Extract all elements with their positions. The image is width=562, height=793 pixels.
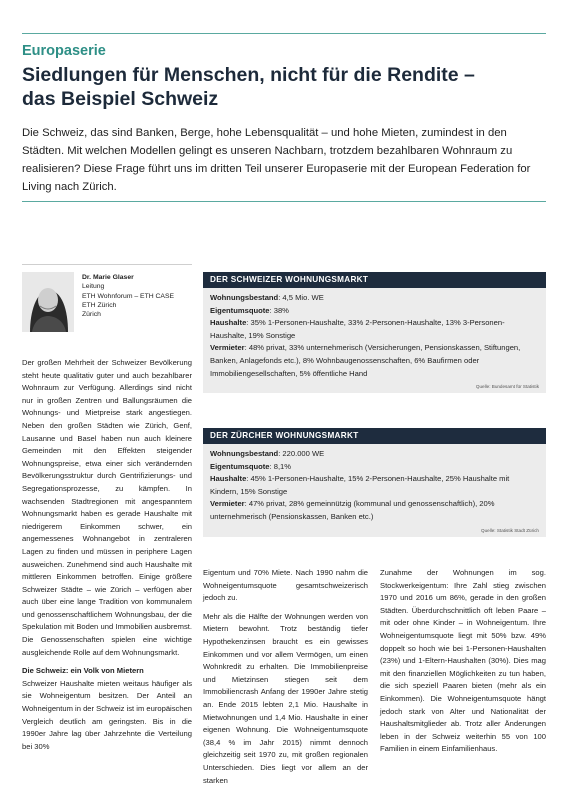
fact-label: Haushalte <box>210 474 247 484</box>
info-box-swiss-market <box>203 272 546 393</box>
paragraph: Schweizer Haushalte mieten weitaus häufiger als sie Wohneigentum besitzen. Der Anteil an Wohneigentum in der Schweiz ist im europäischen Vergleich deutlich am geringsten. Bis in die 1990er Jahre lag über Jahrzehnte die Verteilung bei 30% <box>22 678 192 751</box>
author-role: Leitung <box>82 283 105 291</box>
fact-label: Wohnungsbestand <box>210 293 279 302</box>
series-kicker: Europaserie <box>22 43 106 59</box>
paragraph: Zunahme der Wohnungen im sog. Stockwerkeigentum: Ihre Zahl stieg zwischen 1970 und 2016 um 86%, gerade in den großen Städten. Überdurchschnittlich oft leben Paare – mit oder ohne Kinder – in Wohneigentum. Ihre Wohneigentumsquote liegt mit 50% bzw. 49% doppelt so hoch wie bei 1-Personen-Haushalten (23%) und 1-Eltern-Haushalten (30%). Dies mag mit den finanziellen Möglichkeiten zu tun haben, die sich speziell Paaren bieten (mehr als ein Einkommen). Die Wohneigentumsquote hängt jedoch stark von Alter und Nationalität der Haushaltsmitglieder ab. Trotz aller Änderungen leben in der Schweiz weiterhin 55 von 100 Familien in einem Einfamilienhaus. <box>380 568 546 754</box>
body-column-1 <box>22 357 192 759</box>
article-lead: Die Schweiz, das sind Banken, Berge, hohe Lebensqualität – und hohe Mieten, zumindest in den Städten. Mit welchen Modellen gelingt es unseren Nachbarn, trotzdem bezahlbaren Wohnraum zu realisieren? Diese Frage führt uns im dritten Teil unserer Europaserie mit der European Federation for Living nach Zürich. <box>22 127 531 193</box>
info-box-title: DER ZÜRCHER WOHNUNGSMARKT <box>203 428 546 444</box>
body-column-2 <box>203 567 368 793</box>
section-heading: Die Schweiz: ein Volk von Mietern <box>22 666 144 676</box>
paragraph: Eigentum und 70% Miete. Nach 1990 nahm die Wohneigentumsquote gesamtschweizerisch jedoch zu. <box>203 568 368 603</box>
top-rule <box>22 33 546 34</box>
fact-value: : 47% privat, 28% gemeinnützig (kommunal und genossenschaftlich), 20% unternehmerisch (Pensionskassen, Banken etc.) <box>210 499 495 521</box>
info-box-zurich-market <box>203 428 546 537</box>
fact-value: : 8,1% <box>269 461 292 471</box>
fact-value: : 220.000 WE <box>278 449 325 458</box>
info-box-source: Quelle: Bundesamt für Statistik <box>475 384 539 390</box>
info-box-body <box>203 444 546 528</box>
author-city: Zürich <box>82 311 101 319</box>
lead-divider <box>22 201 546 202</box>
fact-label: Vermieter <box>210 499 245 509</box>
fact-value: : 4,5 Mio. WE <box>278 293 324 302</box>
fact-value: : 48% privat, 33% unternehmerisch (Versicherungen, Pensionskassen, Stiftungen, Banken, Anlagefonds etc.), 8% Wohnbaugenossenschaften, 6% Baufirmen oder Immobiliengesellschaften, 5% öffentliche Hand <box>210 343 521 378</box>
author-info <box>82 273 174 319</box>
paragraph: Mehr als die Hälfte der Wohnungen werden von Mietern bewohnt. Trotz beständig tiefer Hypothekenzinsen braucht es ein gewisses Einkommen und vor allem Vermögen, um einen Wohnkredit zu erhalten. Die Immobilienpreise und Mietzinsen stiegen seit dem Immobiliencrash Anfang der 1990er Jahre stetig an. Ende 2015 lebten 2,1 Mio. Haushalte in Mietwohnungen und 1,4 Mio. Haushalte in einer eigenen Wohnung. Die Wohneigentumsquote (38,4 % im Jahr 2015) nimmt dennoch gleichzeitig seit 1970 zu, mit großen regionalen Unterschieden. Dies liegt vor allem an der starken <box>203 611 368 785</box>
author-name: Dr. Marie Glaser <box>82 274 134 281</box>
headline-line-1: Siedlungen für Menschen, nicht für die Rendite – <box>22 64 475 86</box>
info-box-body <box>203 288 546 384</box>
info-box-source: Quelle: Statistik Stadt Zürich <box>481 527 539 533</box>
fact-label: Eigentumsquote <box>210 461 270 471</box>
fact-label: Eigentumsquote <box>210 305 270 315</box>
author-portrait <box>22 272 74 332</box>
fact-value: : 38% <box>269 305 289 315</box>
author-org: ETH Wohnforum – ETH CASE <box>82 292 175 300</box>
body-column-3 <box>380 567 546 762</box>
info-box-title: DER SCHWEIZER WOHNUNGSMARKT <box>203 272 546 288</box>
fact-value: : 35% 1-Personen-Haushalte, 33% 2-Personen-Haushalte, 13% 3-Personen-Haushalte, 19% Sonstige <box>210 318 505 340</box>
headline-line-2: das Beispiel Schweiz <box>22 88 219 110</box>
paragraph: Der großen Mehrheit der Schweizer Bevölkerung steht heute qualitativ guter und auch bezahlbarer Wohnraum zur Verfügung. Allerdings sind nicht nur in großen Zentren und Ballungsräumen die Wohnungs- und Mietpreise stark angestiegen. Neben den großen Städten wie Zürich, Genf, Lausanne und Basel haben nun auch kleinere Gemeinden mit den Effekten steigender Wohnungspreise, etwa einer sich verändernden Bevölkerungsstruktur durch Gentrifizierungs- und Segregationsprozesse, zu kämpfen. In wachsenden Stadtregionen mit angespanntem Wohnungsmarkt haben es gerade Haushalte mit niedrigerem Einkommen schwer, ein angemessenes Wohnangebot in zentraleren Lagen zu finden und müssen in periphere Lagen ausweichen. Zunehmend sind auch Haushalte mit mittleren Einkommen betroffen. Einige größere Schweizer Städte – wie Zürich – verfügen aber auch über eine lange Tradition von kommunalem und genossenschaftlichem Wohnungsbau, der die Spekulation mit Boden und Immobilien ausbremst. Die Genossenschaften spielen eine wichtige ausgleichende Rolle auf dem Wohnungsmarkt. <box>22 358 192 657</box>
fact-label: Wohnungsbestand <box>210 449 279 458</box>
author-rule <box>22 264 192 265</box>
fact-value: : 45% 1-Personen-Haushalte, 15% 2-Personen-Haushalte, 25% Haushalte mit Kindern, 15% Sonstige <box>210 474 510 496</box>
article-headline <box>22 63 542 111</box>
author-org-2: ETH Zürich <box>82 301 117 309</box>
fact-label: Vermieter <box>210 343 245 353</box>
fact-label: Haushalte <box>210 318 247 328</box>
